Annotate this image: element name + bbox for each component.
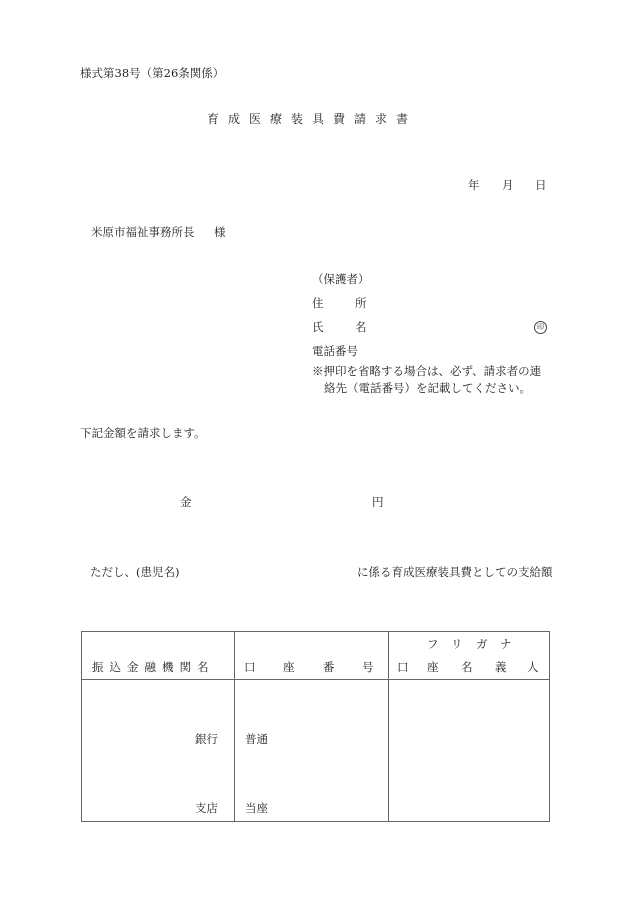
bank-table-header-row <box>82 632 550 680</box>
seal-note-line1: ※押印を省略する場合は、必ず、請求者の連 <box>312 364 542 378</box>
header-furigana-char: リ <box>451 637 463 651</box>
amount-suffix: 円 <box>372 495 384 509</box>
addressee-honorific: 様 <box>214 225 226 239</box>
account-holder-cell[interactable] <box>389 680 550 822</box>
header-account-holder <box>389 632 550 680</box>
seal-icon: 印 <box>534 321 547 334</box>
header-institution-label: 振込金融機関名 <box>92 660 215 674</box>
phone-label: 電話番号 <box>312 344 358 358</box>
form-number: 様式第38号（第26条関係） <box>80 66 225 80</box>
date-year-label: 年 <box>468 178 480 192</box>
account-type-current: 当座 <box>245 801 268 815</box>
date-month-label: 月 <box>502 178 514 192</box>
header-furigana-char: ナ <box>500 637 512 651</box>
document-title: 育成医療装具費請求書 <box>207 112 418 126</box>
address-label-2: 所 <box>355 296 367 310</box>
request-text: 下記金額を請求します。 <box>80 426 206 440</box>
proviso-right: に係る育成医療装具費としての支給額 <box>357 565 553 579</box>
seal-note-line2: 絡先（電話番号）を記載してください。 <box>324 381 531 395</box>
institution-cell[interactable] <box>82 680 235 822</box>
header-account-number-char: 号 <box>362 660 374 674</box>
bank-suffix: 銀行 <box>195 732 218 746</box>
name-label-2: 名 <box>355 320 367 334</box>
account-number-cell[interactable] <box>235 680 389 822</box>
header-account-number-char: 番 <box>323 660 335 674</box>
bank-table-body-row <box>82 680 550 822</box>
header-furigana-char: フ <box>427 637 439 651</box>
header-account-holder-char: 名 <box>461 660 473 674</box>
guardian-label: （保護者） <box>312 272 370 286</box>
header-account-holder-char: 人 <box>527 660 539 674</box>
header-institution <box>82 632 235 680</box>
account-type-ordinary: 普通 <box>245 732 268 746</box>
header-account-holder-char: 口 <box>397 660 409 674</box>
header-account-number-char: 座 <box>283 660 295 674</box>
header-account-holder-char: 座 <box>427 660 439 674</box>
addressee-name: 米原市福祉事務所長 <box>91 225 195 239</box>
date-day-label: 日 <box>535 178 547 192</box>
header-furigana-char: ガ <box>476 637 488 651</box>
address-label-1: 住 <box>312 296 324 310</box>
bank-account-table <box>81 631 550 822</box>
branch-suffix: 支店 <box>195 801 218 815</box>
header-account-number-char: 口 <box>244 660 256 674</box>
proviso-left: ただし、(患児名) <box>90 565 180 579</box>
amount-prefix: 金 <box>180 495 192 509</box>
header-account-number <box>235 632 389 680</box>
header-account-holder-char: 義 <box>495 660 507 674</box>
name-label-1: 氏 <box>312 320 324 334</box>
